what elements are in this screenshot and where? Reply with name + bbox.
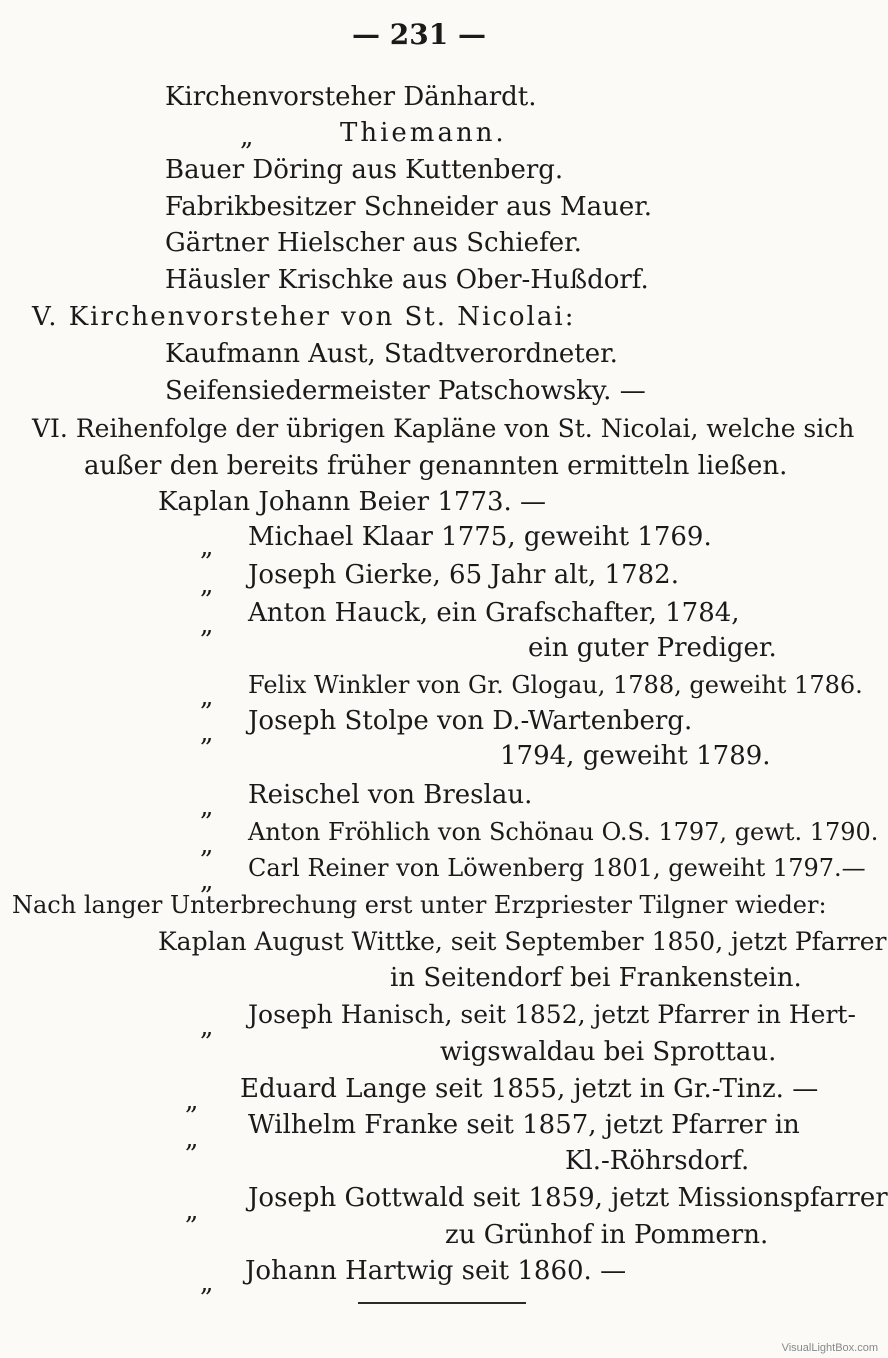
ditto-mark: „ (200, 866, 214, 896)
text-line: 1794, geweiht 1789. (500, 741, 771, 771)
ditto-mark: „ (200, 610, 214, 640)
text-line: Kirchenvorsteher Dänhardt. (165, 82, 537, 112)
text-line: Seifensiedermeister Patschowsky. — (165, 376, 646, 406)
text-line: Kl.-Röhrsdorf. (565, 1146, 750, 1176)
text-line: wigswaldau bei Sprottau. (440, 1037, 777, 1067)
text-line: Carl Reiner von Löwenberg 1801, geweiht 1797.— (248, 854, 866, 882)
text-line: außer den bereits früher genannten ermitteln ließen. (84, 451, 788, 481)
text-line: Thiemann. (340, 118, 507, 148)
text-line: Bauer Döring aus Kuttenberg. (165, 155, 564, 185)
ditto-mark: „ (200, 532, 214, 562)
text-line: Joseph Stolpe von D.-Wartenberg. (248, 706, 693, 736)
page-number: — 231 — (352, 18, 486, 51)
divider-rule (358, 1302, 526, 1304)
text-line: ein guter Prediger. (528, 633, 777, 663)
ditto-mark: „ (200, 1268, 214, 1298)
ditto-mark: „ (200, 570, 214, 600)
text-line: in Seitendorf bei Frankenstein. (390, 963, 802, 993)
text-line: Joseph Gottwald seit 1859, jetzt Missionspfarrer (248, 1183, 888, 1213)
text-line: Nach langer Unterbrechung erst unter Erzpriester Tilgner wieder: (12, 891, 827, 919)
ditto-mark: „ (185, 1086, 199, 1116)
text-line: Joseph Hanisch, seit 1852, jetzt Pfarrer in Hert- (248, 1000, 856, 1029)
text-line: Häusler Krischke aus Ober-Hußdorf. (165, 265, 649, 295)
text-line: Anton Hauck, ein Grafschafter, 1784, (248, 598, 740, 628)
text-line: Kaplan August Wittke, seit September 1850, jetzt Pfarrer (158, 927, 887, 956)
text-line: Fabrikbesitzer Schneider aus Mauer. (165, 192, 653, 222)
text-line: Johann Hartwig seit 1860. — (245, 1256, 627, 1286)
ditto-mark: „ (185, 1124, 199, 1154)
text-line: Gärtner Hielscher aus Schiefer. (165, 228, 582, 258)
text-line: Joseph Gierke, 65 Jahr alt, 1782. (248, 560, 679, 590)
ditto-mark: „ (200, 1012, 214, 1042)
section-heading: VI. Reihenfolge der übrigen Kapläne von St. Nicolai, welche sich (32, 414, 855, 443)
ditto-mark: „ (200, 792, 214, 822)
text-line: Eduard Lange seit 1855, jetzt in Gr.-Tinz. — (240, 1074, 819, 1104)
ditto-mark: „ (185, 1196, 199, 1226)
ditto-mark: „ (200, 682, 214, 712)
watermark: VisualLightBox.com (781, 1342, 878, 1354)
text-line: Felix Winkler von Gr. Glogau, 1788, geweiht 1786. (248, 671, 863, 699)
ditto-mark: „ (200, 830, 214, 860)
text-line: Kaufmann Aust, Stadtverordneter. (165, 339, 618, 369)
text-line: Reischel von Breslau. (248, 780, 533, 810)
section-heading: V. Kirchenvorsteher von St. Nicolai: (32, 302, 576, 332)
text-line: Wilhelm Franke seit 1857, jetzt Pfarrer in (248, 1110, 800, 1140)
ditto-mark: „ (240, 122, 254, 152)
text-line: zu Grünhof in Pommern. (445, 1220, 769, 1250)
text-line: Michael Klaar 1775, geweiht 1769. (248, 522, 712, 552)
text-line: Anton Fröhlich von Schönau O.S. 1797, gewt. 1790. (248, 818, 879, 846)
ditto-mark: „ (200, 718, 214, 748)
text-line: Kaplan Johann Beier 1773. — (158, 487, 547, 517)
